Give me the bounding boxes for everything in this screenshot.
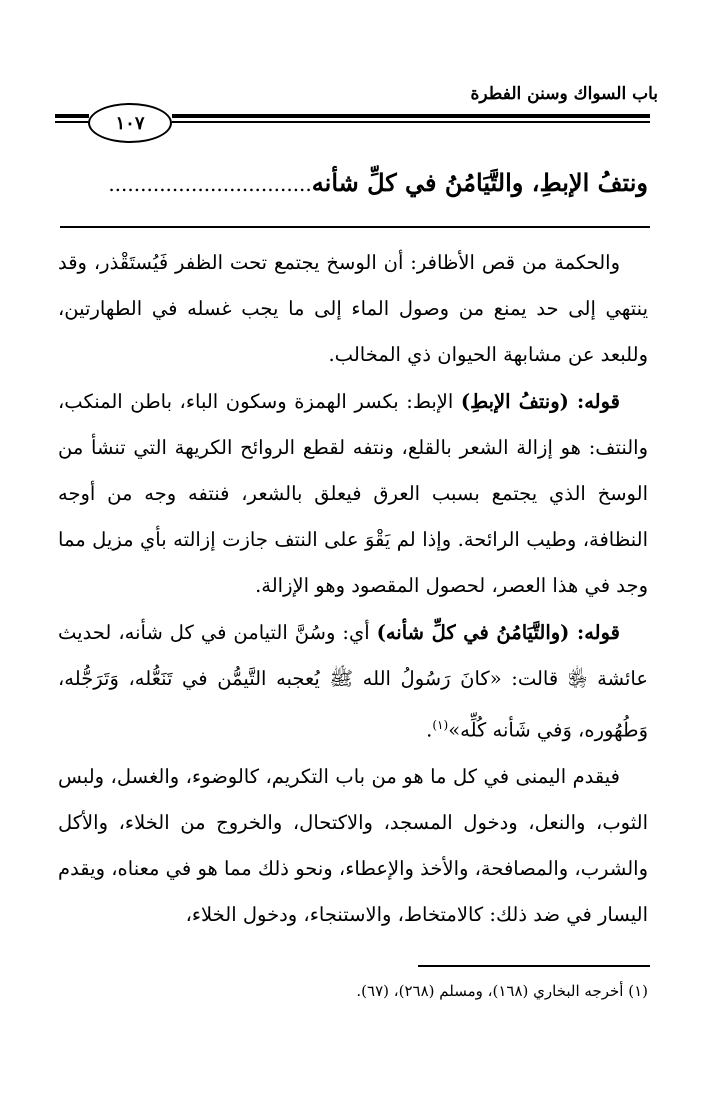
paragraph-3-text: أي: وسُنَّ التيامن في كل شأنه، لحديث عائشة ﵂ قالت: «كانَ رَسُولُ الله ﷺ يُعجبه التَّيمُّن في تَنَعُّله، وَتَرَجُّله، وَطُهُوره، وَفي شَأنه كُلِّه»	[58, 620, 648, 742]
section-heading-text: ونتفُ الإبطِ، والتَّيَامُنُ في كلِّ شأنه	[311, 168, 648, 197]
footnote: (١) أخرجه البخاري (١٦٨)، ومسلم (٢٦٨)، (٦٧).	[356, 982, 648, 1000]
body-text	[58, 240, 648, 939]
paragraph-3-end: .	[426, 718, 433, 742]
header-rule-left-thin	[55, 121, 89, 123]
header-rule-right-thick	[172, 114, 650, 118]
paragraph-3	[58, 610, 648, 754]
header-rule-right-thin	[172, 121, 650, 123]
paragraph-3-label: قوله: (والتَّيَامُنُ في كلِّ شأنه)	[376, 620, 620, 644]
page-number: ١٠٧	[115, 112, 145, 134]
section-heading	[58, 168, 648, 197]
footnote-divider	[418, 965, 650, 967]
paragraph-2	[58, 379, 648, 610]
paragraph-2-text: الإبط: بكسر الهمزة وسكون الباء، باطن المنكب، والنتف: هو إزالة الشعر بالقلع، ونتفه لقطع الروائح الكريهة التي تنشأ من الوسخ الذي يجتمع بسبب العرق فيعلق بالشعر، فنتفه وجه من أوجه النظافة، وطيب الرائحة. وإذا لم يَقْوَ على النتف جازت إزالته بأي مزيل مما وجد في هذا العصر، لحصول المقصود وهو الإزالة.	[58, 389, 648, 598]
paragraph-4: فيقدم اليمنى في كل ما هو من باب التكريم، كالوضوء، والغسل، ولبس الثوب، والنعل، ودخول المسجد، والاكتحال، والخروج من الخلاء، والأكل والشرب، والمصافحة، والأخذ والإعطاء، ونحو ذلك مما هو في معناه، ويقدم اليسار في ضد ذلك: كالامتخاط، والاستنجاء، ودخول الخلاء،	[58, 764, 648, 927]
header-rule-left-thick	[55, 114, 89, 118]
page-header	[0, 0, 708, 140]
footnote-reference: (١)	[432, 718, 449, 733]
chapter-title: باب السواك وسنن الفطرة	[470, 84, 658, 104]
page-number-badge	[88, 103, 172, 143]
paragraph-2-label: قوله: (ونتفُ الإبطِ)	[460, 389, 620, 413]
section-heading-dots: ................................	[108, 172, 312, 196]
paragraph-1: والحكمة من قص الأظافر: أن الوسخ يجتمع تحت الظفر فَيُستَقْذر، وقد ينتهي إلى حد يمنع من وصول الماء إلى ما يجب غسله في الطهارتين، وللبعد عن مشابهة الحيوان ذي المخالب.	[58, 251, 648, 367]
heading-divider	[60, 226, 650, 228]
